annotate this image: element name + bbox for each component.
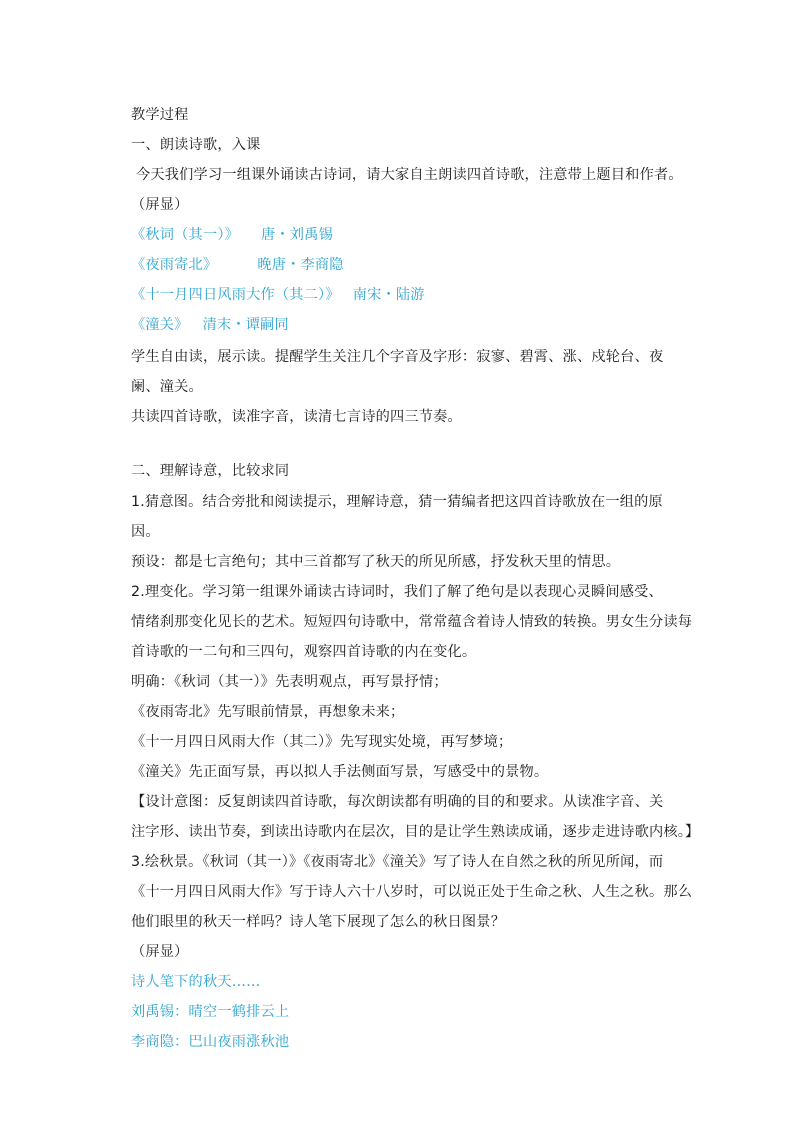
poem-line-2 [131,256,344,274]
poem-line-3 [131,286,425,304]
paragraph-line: 1.猜意图。结合旁批和阅读提示，理解诗意，猜一猜编者把这四首诗歌放在一组的原 [131,494,663,510]
section-1-intro: 今天我们学习一组课外诵读古诗词，请大家自主朗读四首诗歌，注意带上题目和作者。 [136,167,683,183]
paragraph-line: 《夜雨寄北》先写眼前情景，再想象未来； [131,704,405,720]
autumn-line: 刘禹锡：晴空一鹤排云上 [131,1004,290,1020]
poem-author: 晚唐・李商隐 [257,257,344,273]
section-2-title: 二、理解诗意，比较求同 [131,463,290,479]
screen-label: （屏显） [131,944,189,960]
autumn-title: 诗人笔下的秋天…… [131,974,261,990]
paragraph-line: 2.理变化。学习第一组课外诵读古诗词时，我们了解了绝句是以表现心灵瞬间感受、 [131,584,663,600]
paragraph-line: 明确：《秋词（其一）》先表明观点，再写景抒情； [131,674,448,690]
poem-line-4 [131,316,289,334]
screen-label: （屏显） [131,197,189,213]
poem-line-1 [131,226,333,244]
paragraph-line: 阑、潼关。 [131,379,203,395]
poem-author: 唐・刘禹锡 [261,227,333,243]
design-intent: 【设计意图：反复朗读四首诗歌，每次朗读都有明确的目的和要求。从读准字音、关 [131,794,664,810]
paragraph-line: 共读四首诗歌，读准字音，读清七言诗的四三节奏。 [131,409,462,425]
poem-author: 清末・谭嗣同 [202,317,289,333]
section-heading: 教学过程 [131,107,189,123]
poem-title: 《秋词（其一）》 [131,227,240,243]
paragraph-line: 学生自由读，展示读。提醒学生关注几个字音及字形：寂寥、碧霄、涨、戍轮台、夜 [131,349,664,365]
section-1-title: 一、朗读诗歌，入课 [131,137,261,153]
poem-author: 南宋・陆游 [352,287,425,303]
paragraph-line: 首诗歌的一二句和三四句，观察四首诗歌的内在变化。 [131,644,477,660]
poem-title: 《夜雨寄北》 [131,257,218,273]
paragraph-line: 《十一月四日风雨大作（其二）》先写现实处境，再写梦境； [131,734,513,750]
paragraph-line: 《十一月四日风雨大作》写于诗人六十八岁时，可以说正处于生命之秋、人生之秋。那么 [131,884,693,900]
paragraph-line: 预设：都是七言绝句；其中三首都写了秋天的所见所感，抒发秋天里的情思。 [131,554,621,570]
autumn-line: 李商隐：巴山夜雨涨秋池 [131,1034,290,1050]
poem-title: 《潼关》 [131,317,189,333]
paragraph-line: 他们眼里的秋天一样吗？诗人笔下展现了怎么的秋日图景？ [131,914,506,930]
paragraph-line: 情绪刹那变化见长的艺术。短短四句诗歌中，常常蕴含着诗人情致的转换。男女生分读每 [131,614,693,630]
poem-title: 《十一月四日风雨大作（其二）》 [131,287,340,303]
design-intent: 注字形、读出节奏，到读出诗歌内在层次，目的是让学生熟读成诵，逐步走进诗歌内核。】 [131,824,700,840]
paragraph-line: 《潼关》先正面写景，再以拟人手法侧面写景，写感受中的景物。 [131,764,549,780]
paragraph-line: 3.绘秋景。《秋词（其一）》《夜雨寄北》《潼关》写了诗人在自然之秋的所见所闻，而 [131,854,664,870]
paragraph-line: 因。 [131,524,160,540]
